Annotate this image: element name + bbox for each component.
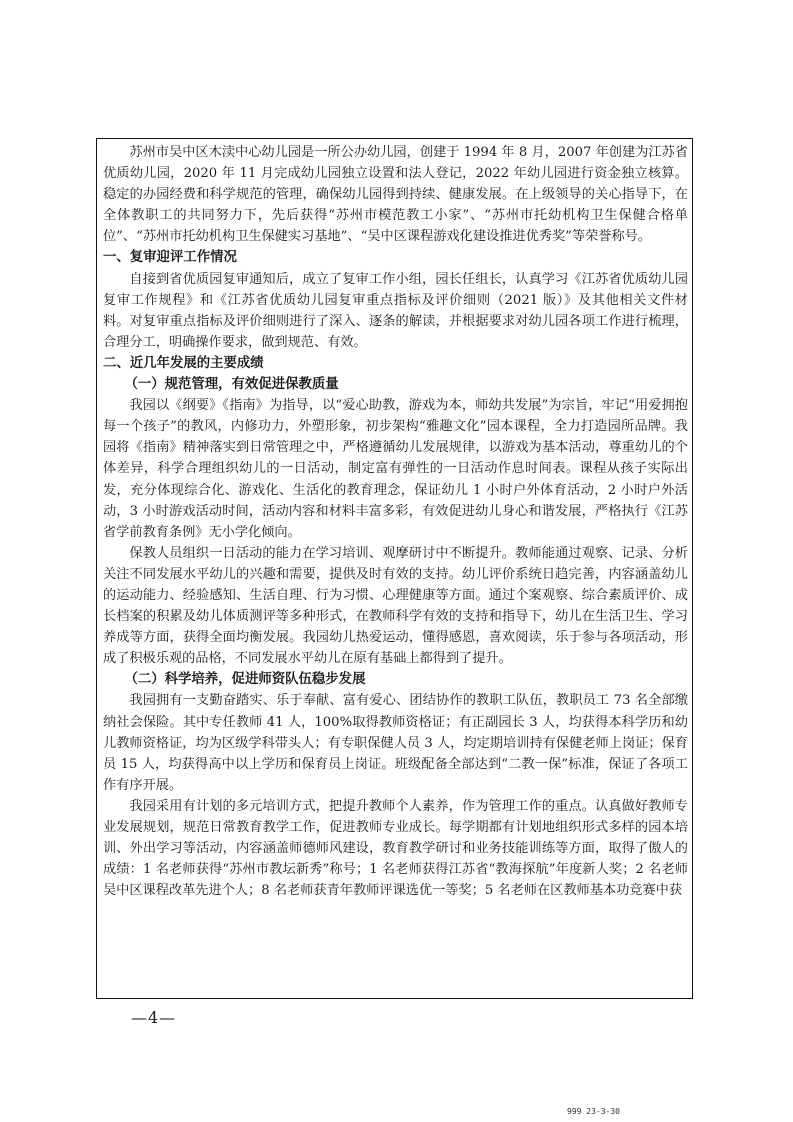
management-paragraph: 我园以《纲要》《指南》为指导，以“爱心助教，游戏为本，师幼共发展”为宗旨，牢记“用爱拥抱每一个孩子”的教风，内修功力，外塑形象，初步架构“雅趣文化”园本课程，全力打造园所品牌。我园将《指南》精神落实到日常管理之中，严格遵循幼儿发展规律，以游戏为基本活动，尊重幼儿的个体差异，科学合理组织幼儿的一日活动，制定富有弹性的一日活动作息时间表。课程从孩子实际出发，充分体现综合化、游戏化、生活化的教育理念，保证幼儿 1 小时户外体育活动，2 小时户外活动，3 小时游戏活动时间，活动内容和材料丰富多彩，有效促进幼儿身心和谐发展，严格执行《江苏省学前教育条例》无小学化倾向。 [103,398,688,540]
page-number: —4— [131,1008,177,1027]
section-heading-2: 二、近几年发展的主要成绩 [103,354,264,371]
subsection-heading-1: （一）规范管理，有效促进保教质量 [124,376,339,393]
review-paragraph: 自接到省优质园复审通知后，成立了复审工作小组，园长任组长，认真学习《江苏省优质幼儿园复审工作规程》和《江苏省优质幼儿园复审重点指标及评价细则（2021 版）》及其他相关文件材料。对复审重点指标及评价细则进行了深入、逐条的解读，并根据要求对幼儿园各项工作进行梳理，合理分工，明确操作要求，做到规范、有效。 [103,271,688,350]
intro-paragraph: 苏州市吴中区木渎中心幼儿园是一所公办幼儿园，创建于 1994 年 8 月，2007 年创建为江苏省优质幼儿园，2020 年 11 月完成幼儿园独立设置和法人登记，2022 年幼儿园进行资金独立核算。稳定的办园经费和科学规范的管理，确保幼儿园得到持续、健康发展。在上级领导的关心指导下，在全体教职工的共同努力下，先后获得“苏州市模范教工小家”、“苏州市托幼机构卫生保健合格单位”、“苏州市托幼机构卫生保健实习基地”、“吴中区课程游戏化建设推进优秀奖”等荣誉称号。 [103,145,688,245]
staff-paragraph: 我园拥有一支勤奋踏实、乐于奉献、富有爱心、团结协作的教职工队伍，教职员工 73 名全部缴纳社会保险。其中专任教师 41 人，100%取得教师资格证；有正副园长 3 人，均获得本科学历和幼儿教师资格证，均为区级学科带头人；有专职保健人员 3 人，均定期培训持有保健老师上岗证；保育员 15 人，均获得高中以上学历和保育员上岗证。班级配备全部达到“二教一保”标准，保证了各项工作有序开展。 [103,693,688,793]
print-stamp: 999 23-3-30 [567,1107,620,1116]
content-frame [96,138,693,999]
subsection-heading-2: （二）科学培养，促进师资队伍稳步发展 [124,671,366,688]
section-heading-1: 一、复审迎评工作情况 [103,249,237,266]
training-paragraph: 我园采用有计划的多元培训方式，把提升教师个人素养，作为管理工作的重点。认真做好教师专业发展规划，规范日常教育教学工作，促进教师专业成长。每学期都有计划地组织形式多样的园本培训、外出学习等活动，内容涵盖师德师风建设，教育教学研讨和业务技能训练等方面，取得了傲人的成绩：1 名老师获得“苏州市教坛新秀”称号；1 名老师获得江苏省“教海探航”年度新人奖；2 名老师吴中区课程改革先进个人；8 名老师获青年教师评课选优一等奖；5 名老师在区教师基本功竞赛中获 [103,798,688,899]
care-education-paragraph: 保教人员组织一日活动的能力在学习培训、观摩研讨中不断提升。教师能通过观察、记录、分析关注不同发展水平幼儿的兴趣和需要，提供及时有效的支持。幼儿评价系统日趋完善，内容涵盖幼儿的运动能力、经验感知、生活自理、行为习惯、心理健康等方面。通过个案观察、综合素质评价、成长档案的积累及幼儿体质测评等多种形式，在教师科学有效的支持和指导下，幼儿在生活卫生、学习养成等方面，获得全面均衡发展。我园幼儿热爱运动，懂得感恩，喜欢阅读，乐于参与各项活动，形成了积极乐观的品格，不同发展水平幼儿在原有基础上都得到了提升。 [103,545,688,667]
